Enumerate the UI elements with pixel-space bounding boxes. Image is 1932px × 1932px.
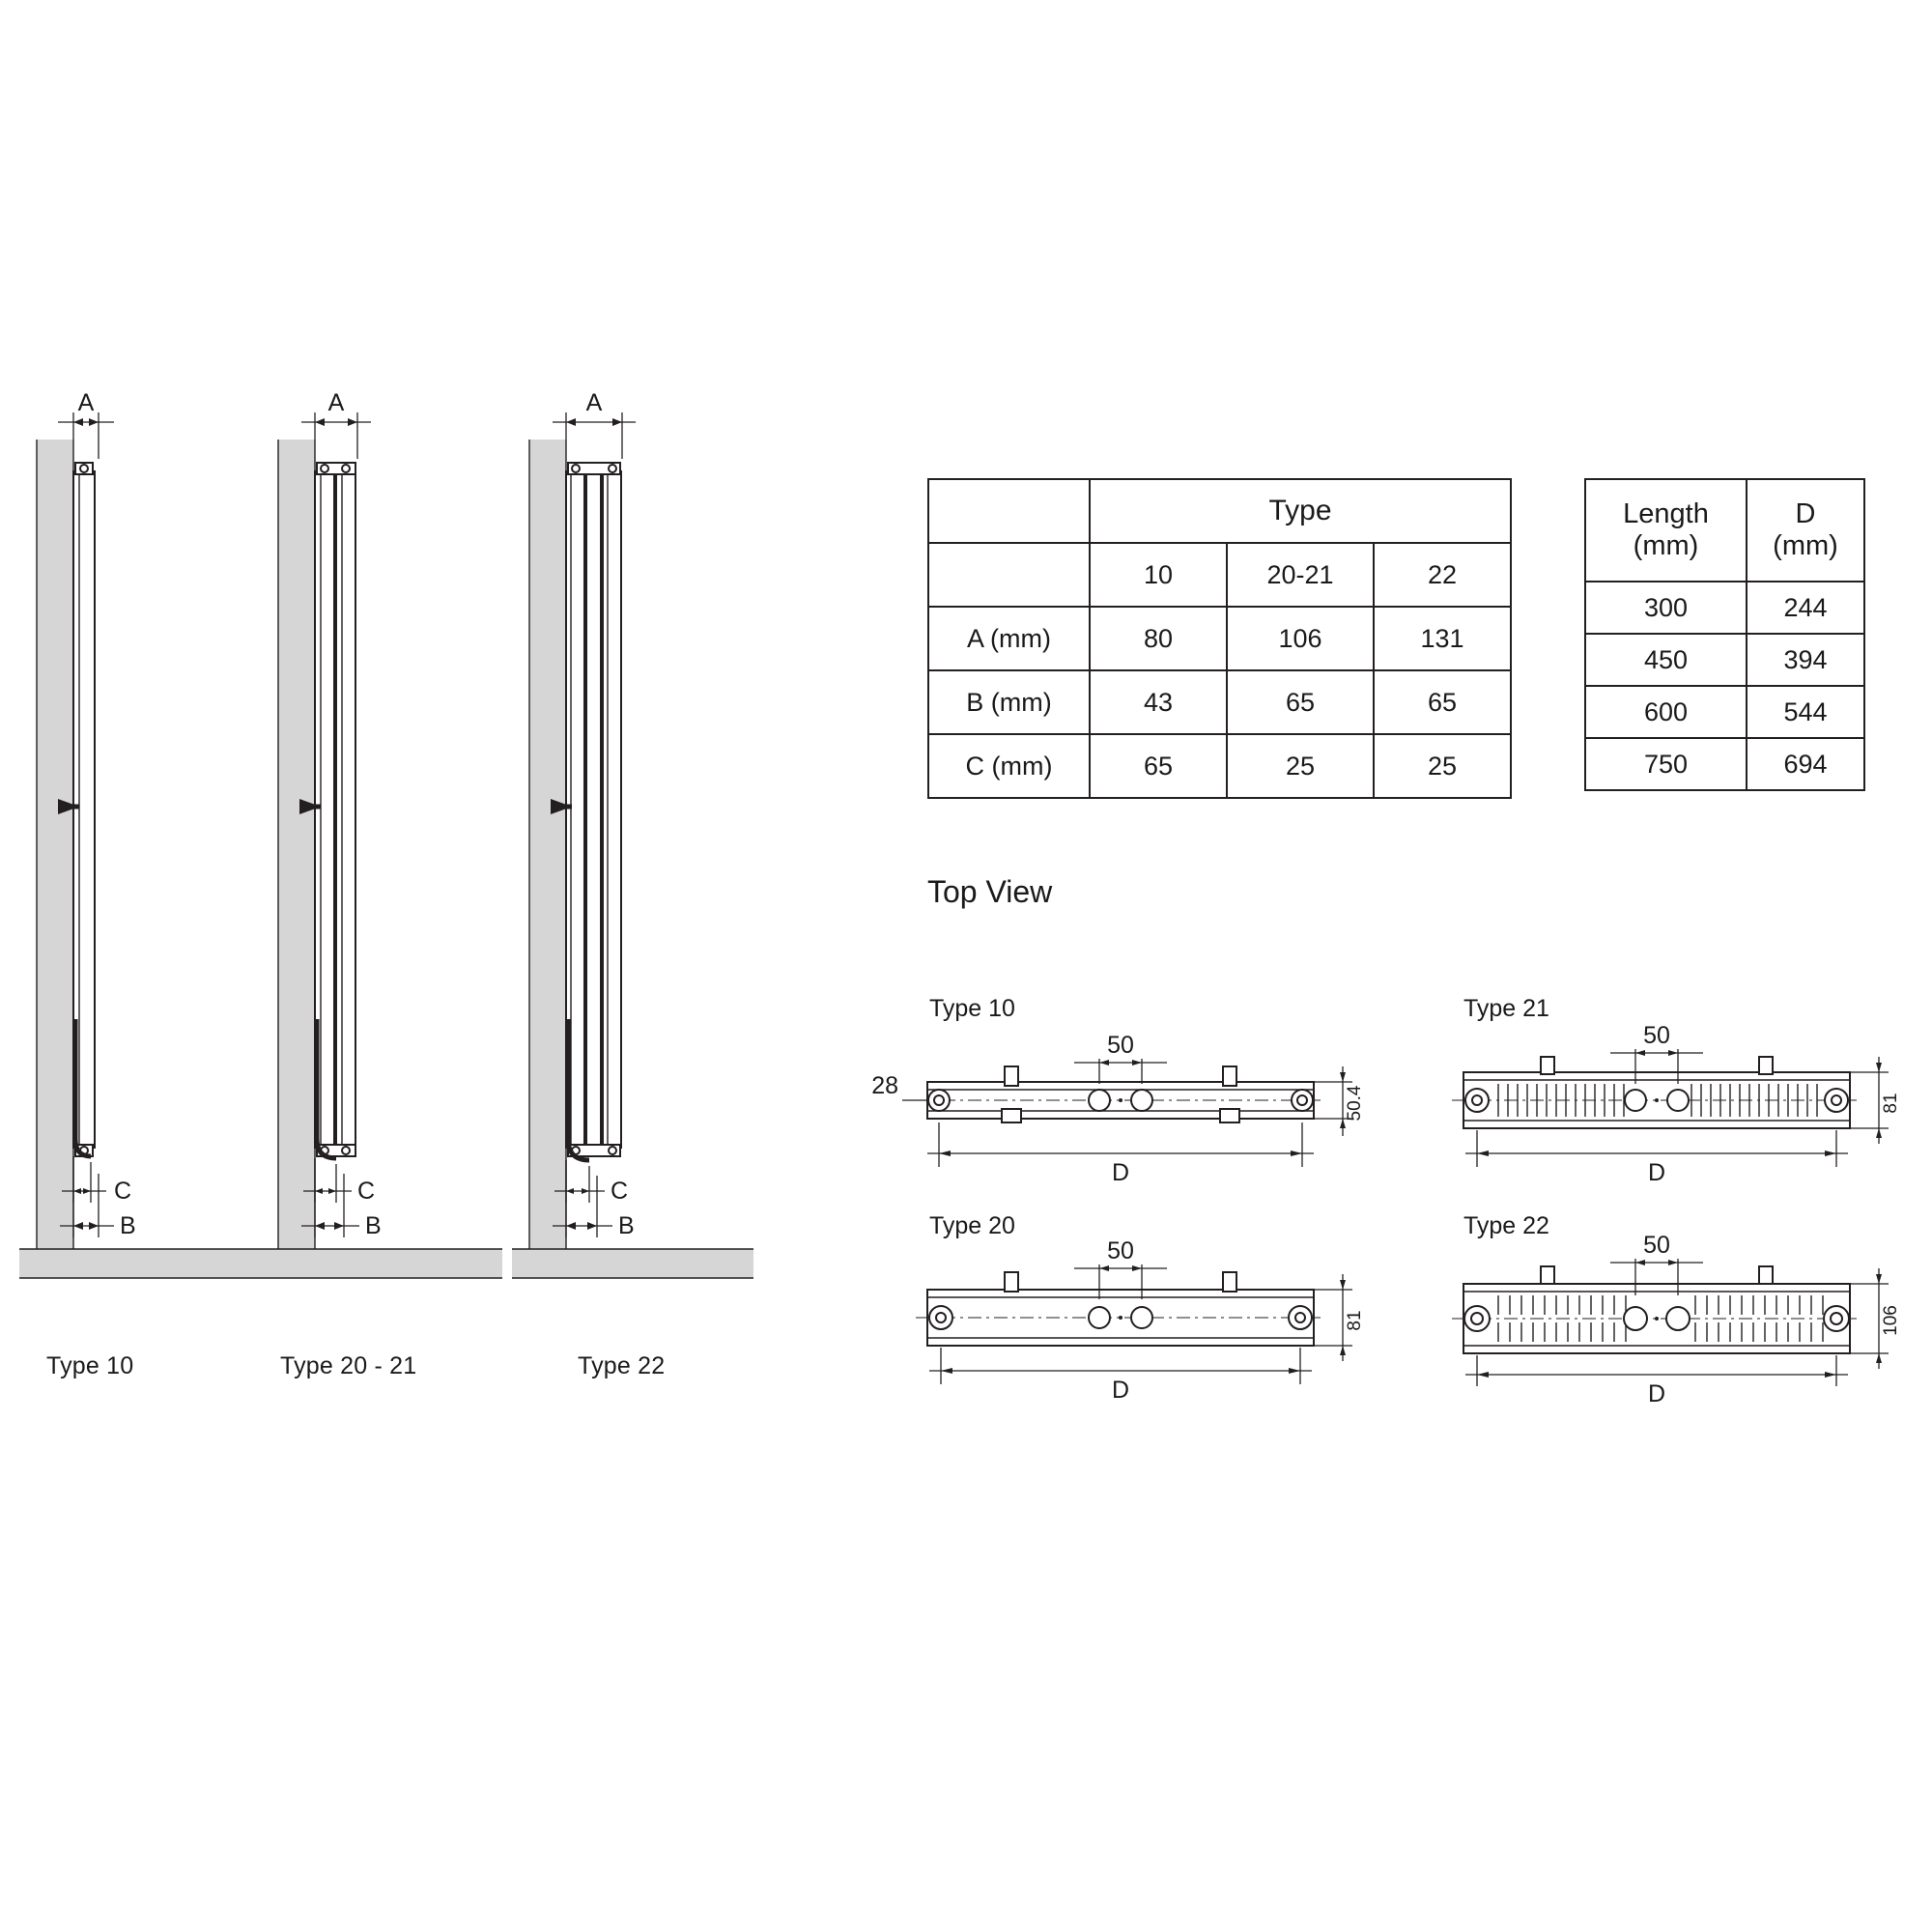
top-view-type-21 <box>1406 1024 1908 1208</box>
header-d-line2: (mm) <box>1773 530 1838 561</box>
header-length-line1: Length <box>1623 497 1709 529</box>
arrow-50-left <box>1099 1060 1109 1065</box>
dim-label-a: A <box>77 389 95 416</box>
wall-fill <box>278 440 315 1249</box>
arrow-81-bottom <box>1340 1346 1346 1355</box>
dim-label-50: 50 <box>1107 1032 1134 1059</box>
arrow-50-right <box>1132 1265 1142 1271</box>
header-length-line2: (mm) <box>1633 530 1699 561</box>
table-row <box>1585 738 1864 790</box>
dim-label-81: 81 <box>1881 1093 1901 1114</box>
arrow-a-left <box>566 418 576 426</box>
centre-mark <box>1655 1098 1659 1102</box>
end-connector-right-inner <box>1831 1313 1842 1324</box>
top-view-type-20 <box>869 1237 1372 1425</box>
arrow-c-left <box>566 1188 574 1194</box>
arrow-b-left <box>73 1222 83 1230</box>
dim-label-50: 50 <box>1107 1237 1134 1264</box>
arrow-b-right <box>587 1222 597 1230</box>
dim-label-b: B <box>365 1212 382 1239</box>
table-row <box>1585 686 1864 738</box>
arrow-a-right <box>348 418 357 426</box>
arrow-d-left <box>1477 1372 1489 1378</box>
arrow-c-right <box>83 1188 91 1194</box>
mount-hole-right <box>1131 1090 1152 1111</box>
arrow-81-top <box>1876 1063 1882 1072</box>
cell-b-10: 43 <box>1090 670 1227 734</box>
cell-length-300: 300 <box>1585 582 1747 634</box>
arrow-504-top <box>1340 1072 1346 1082</box>
elevation-caption-type-22: Type 22 <box>578 1352 666 1379</box>
header-length <box>1585 479 1747 582</box>
top-connection-front <box>609 465 616 472</box>
arrow-b-left <box>566 1222 576 1230</box>
header-col-20-21: 20-21 <box>1227 543 1374 607</box>
elevation-caption-type-20-21: Type 20 - 21 <box>280 1352 417 1379</box>
centre-mark <box>1655 1317 1659 1321</box>
cell-length-600: 600 <box>1585 686 1747 738</box>
table-row <box>928 734 1511 798</box>
bracket-right <box>1759 1057 1773 1074</box>
arrow-a-left <box>315 418 325 426</box>
dim-label-d: D <box>1111 1377 1130 1404</box>
header-type: Type <box>1090 479 1511 543</box>
header-empty-cell <box>928 479 1090 543</box>
floor-fill <box>19 1249 261 1278</box>
arrow-d-left <box>941 1368 952 1374</box>
dim-label-a: A <box>585 389 603 416</box>
end-connector-right-inner <box>1295 1313 1305 1322</box>
mount-hole-left <box>1089 1090 1110 1111</box>
arrow-50-right <box>1668 1050 1678 1056</box>
radiator-convector-mid <box>586 471 601 1148</box>
end-connector-right-inner <box>1832 1095 1841 1105</box>
top-view-label-type-20: Type 20 <box>929 1212 1015 1239</box>
bracket-left <box>1541 1057 1554 1074</box>
cell-a-10: 80 <box>1090 607 1227 670</box>
cell-length-450: 450 <box>1585 634 1747 686</box>
bracket-left <box>1005 1066 1018 1086</box>
bracket-right-foot <box>1220 1109 1239 1122</box>
cell-c-20-21: 25 <box>1227 734 1374 798</box>
table-row <box>928 670 1511 734</box>
arrow-b-left <box>315 1222 325 1230</box>
dim-label-c: C <box>114 1178 132 1205</box>
table-row <box>928 607 1511 670</box>
wall-fill <box>37 440 73 1249</box>
cell-a-22: 131 <box>1374 607 1511 670</box>
bottom-connection-front <box>609 1147 616 1154</box>
elevation-view-type-22 <box>512 389 753 1367</box>
end-connector-left-inner <box>1472 1095 1482 1105</box>
bracket-left <box>1541 1266 1554 1284</box>
header-d <box>1747 479 1864 582</box>
top-connection-rear <box>572 465 580 472</box>
cell-d-544: 544 <box>1747 686 1864 738</box>
table-row-header-columns <box>928 543 1511 607</box>
bracket-right <box>1223 1272 1236 1292</box>
end-connector-right-inner <box>1297 1095 1307 1105</box>
bracket-left-foot <box>1002 1109 1021 1122</box>
arrow-a-right <box>612 418 622 426</box>
dim-label-d: D <box>1647 1380 1666 1407</box>
arrow-c-left <box>73 1188 81 1194</box>
arrow-106-top <box>1876 1274 1882 1284</box>
cell-b-22: 65 <box>1374 670 1511 734</box>
arrow-d-left <box>939 1151 951 1156</box>
top-view-title: Top View <box>927 874 1053 909</box>
arrow-c-right <box>582 1188 589 1194</box>
table-row <box>1585 634 1864 686</box>
top-view-label-type-10: Type 10 <box>929 995 1015 1022</box>
floor-fill <box>512 1249 753 1278</box>
cell-d-244: 244 <box>1747 582 1864 634</box>
floor-fill <box>261 1249 502 1278</box>
arrow-c-right <box>328 1188 336 1194</box>
mount-hole-left <box>1089 1307 1110 1328</box>
cell-d-694: 694 <box>1747 738 1864 790</box>
centre-mark <box>1119 1316 1122 1320</box>
dim-label-a: A <box>327 389 345 416</box>
elevation-caption-type-10: Type 10 <box>46 1352 134 1379</box>
table-row-header-group <box>928 479 1511 543</box>
row-label-c: C (mm) <box>928 734 1090 798</box>
cell-b-20-21: 65 <box>1227 670 1374 734</box>
arrow-50-left <box>1099 1265 1109 1271</box>
dim-label-b: B <box>120 1212 136 1239</box>
dim-label-106: 106 <box>1881 1305 1901 1336</box>
arrow-d-right <box>1291 1151 1302 1156</box>
arrow-50-right <box>1132 1060 1142 1065</box>
centre-mark <box>1119 1098 1122 1102</box>
mount-hole-left <box>1625 1090 1646 1111</box>
arrow-d-right <box>1289 1368 1300 1374</box>
top-connection <box>80 465 88 472</box>
elevation-view-type-20-21 <box>261 389 502 1367</box>
end-connector-left-inner <box>934 1095 944 1105</box>
arrow-c-left <box>315 1188 323 1194</box>
mount-hole-right <box>1667 1090 1689 1111</box>
mount-hole-right <box>1131 1307 1152 1328</box>
arrow-a-right <box>89 418 99 426</box>
table-row-header <box>1585 479 1864 582</box>
cell-c-22: 25 <box>1374 734 1511 798</box>
header-col-10: 10 <box>1090 543 1227 607</box>
cell-length-750: 750 <box>1585 738 1747 790</box>
dim-label-d: D <box>1647 1159 1666 1186</box>
bracket-left <box>1005 1272 1018 1292</box>
arrow-81-top <box>1340 1280 1346 1290</box>
header-d-line1: D <box>1795 497 1816 529</box>
bottom-connection-front <box>342 1147 350 1154</box>
dim-label-81: 81 <box>1345 1310 1365 1331</box>
table-row <box>1585 582 1864 634</box>
arrow-d-left <box>1477 1151 1489 1156</box>
arrow-106-bottom <box>1876 1353 1882 1363</box>
radiator-panel-front <box>603 471 621 1148</box>
wall-fill <box>529 440 566 1249</box>
arrow-50-left <box>1635 1050 1645 1056</box>
dim-label-50: 50 <box>1643 1022 1670 1049</box>
dim-label-c: C <box>611 1178 629 1205</box>
header-empty-cell-2 <box>928 543 1090 607</box>
top-connection-front <box>342 465 350 472</box>
arrow-d-right <box>1825 1372 1836 1378</box>
dim-label-c: C <box>357 1178 376 1205</box>
dim-label-b: B <box>618 1212 635 1239</box>
arrow-81-bottom <box>1876 1128 1882 1138</box>
elevation-view-type-10 <box>19 389 261 1367</box>
mount-hole-left <box>1624 1307 1647 1330</box>
dim-label-d: D <box>1111 1159 1130 1186</box>
dim-label-504: 50.4 <box>1345 1085 1365 1122</box>
row-label-b: B (mm) <box>928 670 1090 734</box>
bracket-right <box>1223 1066 1236 1086</box>
mount-hole-right <box>1666 1307 1690 1330</box>
top-view-type-22 <box>1406 1232 1908 1425</box>
top-view-label-type-21: Type 21 <box>1463 995 1549 1022</box>
top-connection-rear <box>321 465 328 472</box>
row-label-a: A (mm) <box>928 607 1090 670</box>
dim-label-28: 28 <box>871 1072 898 1099</box>
header-col-22: 22 <box>1374 543 1511 607</box>
end-connector-left-inner <box>1471 1313 1483 1324</box>
arrow-a-left <box>73 418 83 426</box>
top-view-type-10 <box>869 1024 1372 1208</box>
length-d-table <box>1584 478 1865 791</box>
cell-a-20-21: 106 <box>1227 607 1374 670</box>
dim-label-50: 50 <box>1643 1232 1670 1259</box>
bracket-right <box>1759 1266 1773 1284</box>
radiator-panel-front <box>336 471 355 1148</box>
arrow-50-left <box>1635 1260 1645 1265</box>
top-view-label-type-22: Type 22 <box>1463 1212 1549 1239</box>
arrow-50-right <box>1668 1260 1678 1265</box>
arrow-d-right <box>1825 1151 1836 1156</box>
cell-c-10: 65 <box>1090 734 1227 798</box>
arrow-b-right <box>89 1222 99 1230</box>
arrow-b-right <box>334 1222 344 1230</box>
cell-d-394: 394 <box>1747 634 1864 686</box>
end-connector-left-inner <box>936 1313 946 1322</box>
type-dimension-table <box>927 478 1512 799</box>
